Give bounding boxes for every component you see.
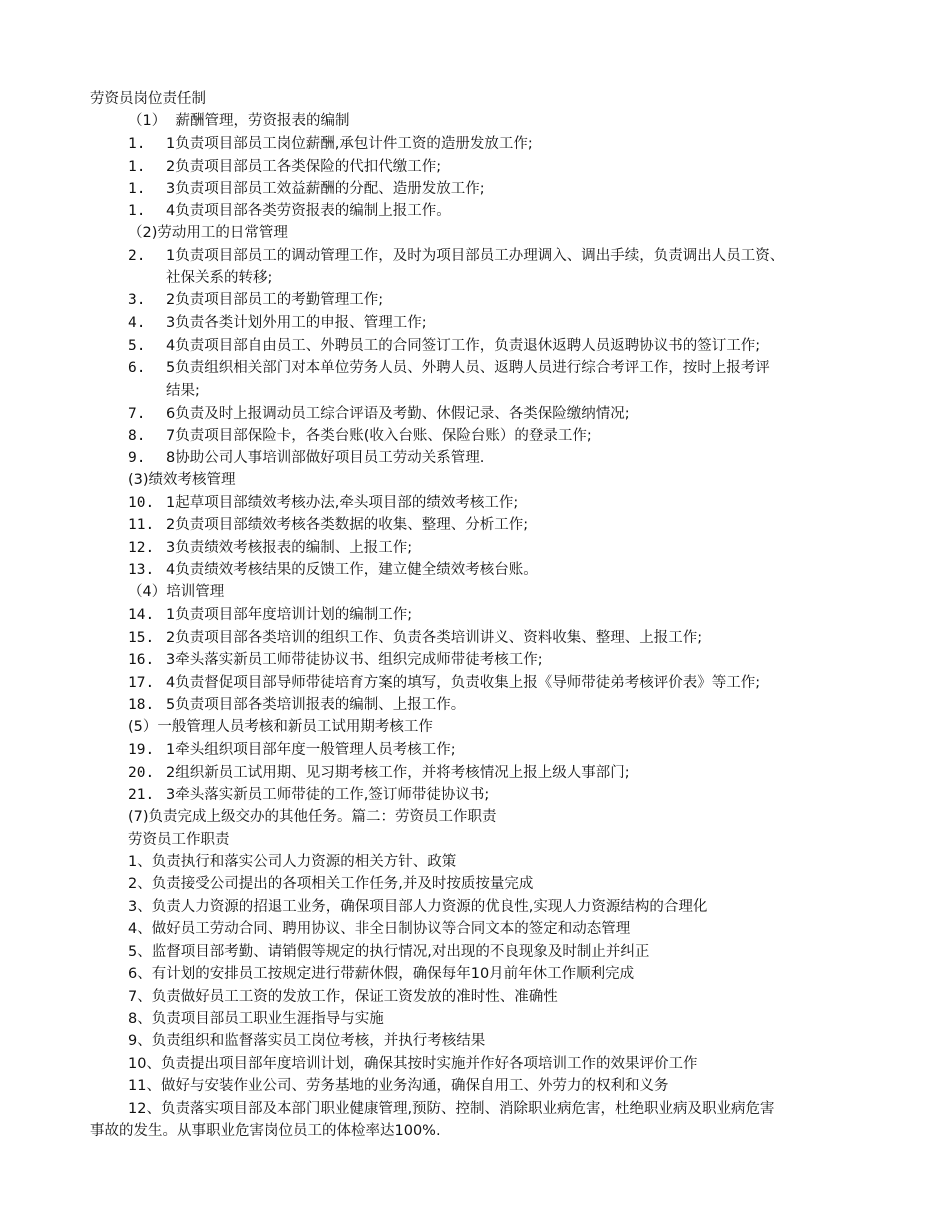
item-number: 1. — [128, 203, 146, 219]
list-item: 1负责项目部年度培训计划的编制工作; — [166, 607, 413, 623]
list-item: 5负责项目部各类培训报表的编制、上报工作。 — [166, 697, 466, 713]
list-item: 2负责项目部员工各类保险的代扣代缴工作; — [166, 159, 442, 175]
item-number: 16. — [128, 652, 155, 668]
duty-item: 11、做好与安装作业公司、劳务基地的业务沟通，确保自用工、外劳力的权利和义务 — [128, 1078, 669, 1094]
item-number: 4. — [128, 315, 146, 331]
list-item-continuation: 社保关系的转移; — [166, 270, 273, 286]
section-heading: （1） 薪酬管理，劳资报表的编制 — [128, 113, 350, 129]
duty-item: 9、负责组织和监督落实员工岗位考核，并执行考核结果 — [128, 1033, 486, 1049]
list-item: 6负责及时上报调动员工综合评语及考勤、休假记录、各类保险缴纳情况; — [166, 406, 630, 422]
list-item: 2负责项目部员工的考勤管理工作; — [166, 292, 384, 308]
list-item: 4负责项目部自由员工、外聘员工的合同签订工作，负责退休返聘人员返聘协议书的签订工作; — [166, 338, 761, 354]
list-item: 1负责项目部员工岗位薪酬,承包计件工资的造册发放工作; — [166, 136, 533, 152]
list-item: 3负责各类计划外用工的申报、管理工作; — [166, 315, 427, 331]
list-item: 3牵头落实新员工师带徒协议书、组织完成师带徒考核工作; — [166, 652, 543, 668]
section-line: (7)负责完成上级交办的其他任务。篇二：劳资员工作职责 — [128, 809, 497, 825]
duty-item: 8、负责项目部员工职业生涯指导与实施 — [128, 1011, 384, 1027]
section-heading: （2)劳动用工的日常管理 — [128, 225, 288, 241]
item-number: 10. — [128, 495, 155, 511]
item-number: 6. — [128, 360, 146, 376]
list-item: 3负责绩效考核报表的编制、上报工作; — [166, 540, 413, 556]
list-item: 4负责项目部各类劳资报表的编制上报工作。 — [166, 203, 451, 219]
item-number: 3. — [128, 292, 146, 308]
item-number: 11. — [128, 517, 155, 533]
item-number: 12. — [128, 540, 155, 556]
duty-item: 3、负责人力资源的招退工业务，确保项目部人力资源的优良性,实现人力资源结构的合理化 — [128, 899, 708, 915]
item-number: 17. — [128, 675, 155, 691]
list-item: 8协助公司人事培训部做好项目员工劳动关系管理. — [166, 450, 485, 466]
item-number: 1. — [128, 181, 146, 197]
list-item: 1负责项目部员工的调动管理工作，及时为项目部员工办理调入、调出手续，负责调出人员工资、 — [166, 248, 785, 264]
list-item: 1牵头组织项目部年度一般管理人员考核工作; — [166, 742, 456, 758]
item-number: 9. — [128, 450, 146, 466]
list-item-continuation: 结果; — [166, 383, 200, 399]
item-number: 2. — [128, 248, 146, 264]
item-number: 19. — [128, 742, 155, 758]
item-number: 7. — [128, 406, 146, 422]
item-number: 5. — [128, 338, 146, 354]
list-item: 4负责督促项目部导师带徒培育方案的填写，负责收集上报《导师带徒弟考核评价表》等工作; — [166, 675, 761, 691]
duty-item-continuation: 事故的发生。从事职业危害岗位员工的体检率达100%. — [90, 1123, 441, 1139]
list-item: 7负责项目部保险卡，各类台账(收入台账、保险台账）的登录工作; — [166, 428, 592, 444]
list-item: 4负责绩效考核结果的反馈工作，建立健全绩效考核台账。 — [166, 562, 538, 578]
item-number: 1. — [128, 159, 146, 175]
duty-item: 6、有计划的安排员工按规定进行带薪休假，确保每年10月前年休工作顺利完成 — [128, 966, 635, 982]
duty-item: 7、负责做好员工工资的发放工作，保证工资发放的准时性、准确性 — [128, 989, 558, 1005]
list-item: 2组织新员工试用期、见习期考核工作，并将考核情况上报上级人事部门; — [166, 765, 630, 781]
list-item: 2负责项目部各类培训的组织工作、负责各类培训讲义、资料收集、整理、上报工作; — [166, 630, 703, 646]
item-number: 18. — [128, 697, 155, 713]
section-heading: (5）一般管理人员考核和新员工试用期考核工作 — [128, 719, 433, 735]
duty-item: 12、负责落实项目部及本部门职业健康管理,预防、控制、消除职业病危害，杜绝职业病及职业病危害 — [128, 1101, 775, 1117]
list-item: 3牵头落实新员工师带徒的工作,签订师带徒协议书; — [166, 787, 490, 803]
list-item: 5负责组织相关部门对本单位劳务人员、外聘人员、返聘人员进行综合考评工作，按时上报考评 — [166, 360, 770, 376]
item-number: 1. — [128, 136, 146, 152]
duty-item: 1、负责执行和落实公司人力资源的相关方针、政策 — [128, 854, 457, 870]
item-number: 13. — [128, 562, 155, 578]
document-title: 劳资员岗位责任制 — [90, 91, 206, 107]
list-item: 1起草项目部绩效考核办法,牵头项目部的绩效考核工作; — [166, 495, 519, 511]
duty-item: 10、负责提出项目部年度培训计划，确保其按时实施并作好各项培训工作的效果评价工作 — [128, 1056, 698, 1072]
item-number: 21. — [128, 787, 155, 803]
part2-heading: 劳资员工作职责 — [128, 832, 230, 848]
duty-item: 2、负责接受公司提出的各项相关工作任务,并及时按质按量完成 — [128, 876, 534, 892]
list-item: 3负责项目部员工效益薪酬的分配、造册发放工作; — [166, 181, 485, 197]
item-number: 15. — [128, 630, 155, 646]
item-number: 20. — [128, 765, 155, 781]
item-number: 8. — [128, 428, 146, 444]
item-number: 14. — [128, 607, 155, 623]
duty-item: 5、监督项目部考勤、请销假等规定的执行情况,对出现的不良现象及时制止并纠正 — [128, 944, 650, 960]
section-heading: (3)绩效考核管理 — [128, 472, 236, 488]
section-heading: （4）培训管理 — [128, 584, 225, 600]
list-item: 2负责项目部绩效考核各类数据的收集、整理、分析工作; — [166, 517, 529, 533]
duty-item: 4、做好员工劳动合同、聘用协议、非全日制协议等合同文本的签定和动态管理 — [128, 921, 631, 937]
